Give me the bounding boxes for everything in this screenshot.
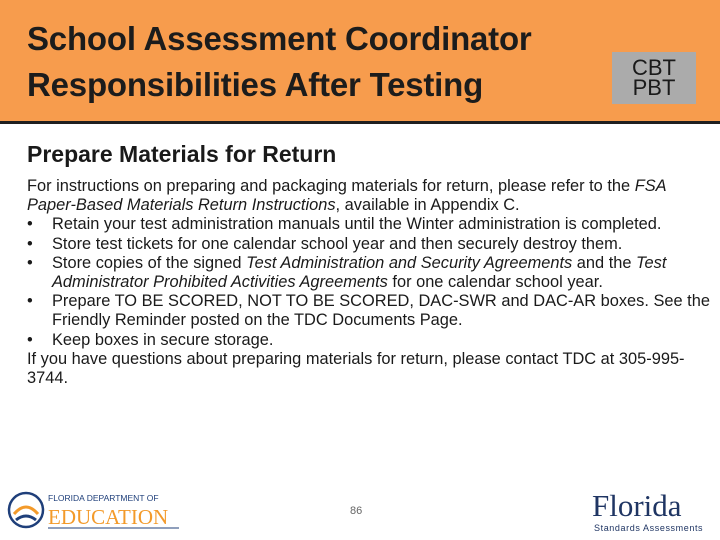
list-item-text: Store test tickets for one calendar school year and then securely destroy them.: [52, 234, 623, 253]
bullet-marker: •: [27, 215, 33, 234]
florida-standards-assessments-logo: [586, 484, 716, 536]
page-number: 86: [350, 505, 363, 517]
body-content: [27, 177, 712, 388]
intro-paragraph: [27, 177, 712, 215]
test-mode-badge: [612, 52, 696, 104]
doe-logo-main-text: EDUCATION: [48, 505, 169, 529]
title-banner: [0, 0, 720, 124]
section-heading: Prepare Materials for Return: [27, 141, 337, 167]
list-item-middle: and the: [572, 253, 637, 272]
badge-pbt-label: PBT: [632, 75, 676, 100]
slide-title-line-2: Responsibilities After Testing: [27, 66, 484, 103]
responsibility-list: [27, 215, 712, 349]
closing-paragraph: If you have questions about preparing materials for return, please contact TDC at 305-995-3744.: [27, 349, 685, 388]
bullet-marker: •: [27, 234, 33, 253]
badge-cbt-label: CBT: [632, 55, 676, 80]
doe-logo-top-text: FLORIDA DEPARTMENT OF: [48, 493, 159, 503]
intro-suffix: , available in Appendix C.: [335, 196, 520, 215]
list-item-agreement-title-1: Test Administration and Security Agreements: [246, 253, 573, 272]
intro-document-title: FSA Paper-Based Materials Return Instructions: [27, 177, 666, 215]
list-item-text: Keep boxes in secure storage.: [52, 330, 274, 349]
intro-prefix: For instructions on preparing and packaging materials for return, please refer to the: [27, 177, 635, 195]
list-item: [27, 215, 712, 234]
list-item-text: Retain your test administration manuals until the Winter administration is completed.: [52, 215, 662, 234]
list-item: [27, 235, 712, 254]
list-item: [27, 331, 712, 350]
list-item-prefix: Store copies of the signed: [52, 253, 247, 272]
fl-logo-wordmark: Florida: [592, 488, 682, 523]
slide-title-line-1: School Assessment Coordinator: [27, 20, 532, 57]
list-item: [27, 254, 712, 292]
list-item: [27, 292, 712, 330]
fl-logo-subtitle: Standards Assessments: [594, 523, 704, 533]
list-item-agreement-title-2: Test Administrator Prohibited Activities Agreements: [52, 253, 667, 292]
florida-department-of-education-logo: [4, 484, 204, 534]
bullet-marker: •: [27, 253, 33, 272]
bullet-marker: •: [27, 292, 33, 311]
list-item-suffix: for one calendar school year.: [387, 273, 603, 292]
slide-title: [27, 16, 597, 108]
bullet-marker: •: [27, 330, 33, 349]
list-item-text: Prepare TO BE SCORED, NOT TO BE SCORED, DAC-SWR and DAC-AR boxes. See the Friendly Reminder posted on the TDC Documents Page.: [52, 292, 710, 330]
